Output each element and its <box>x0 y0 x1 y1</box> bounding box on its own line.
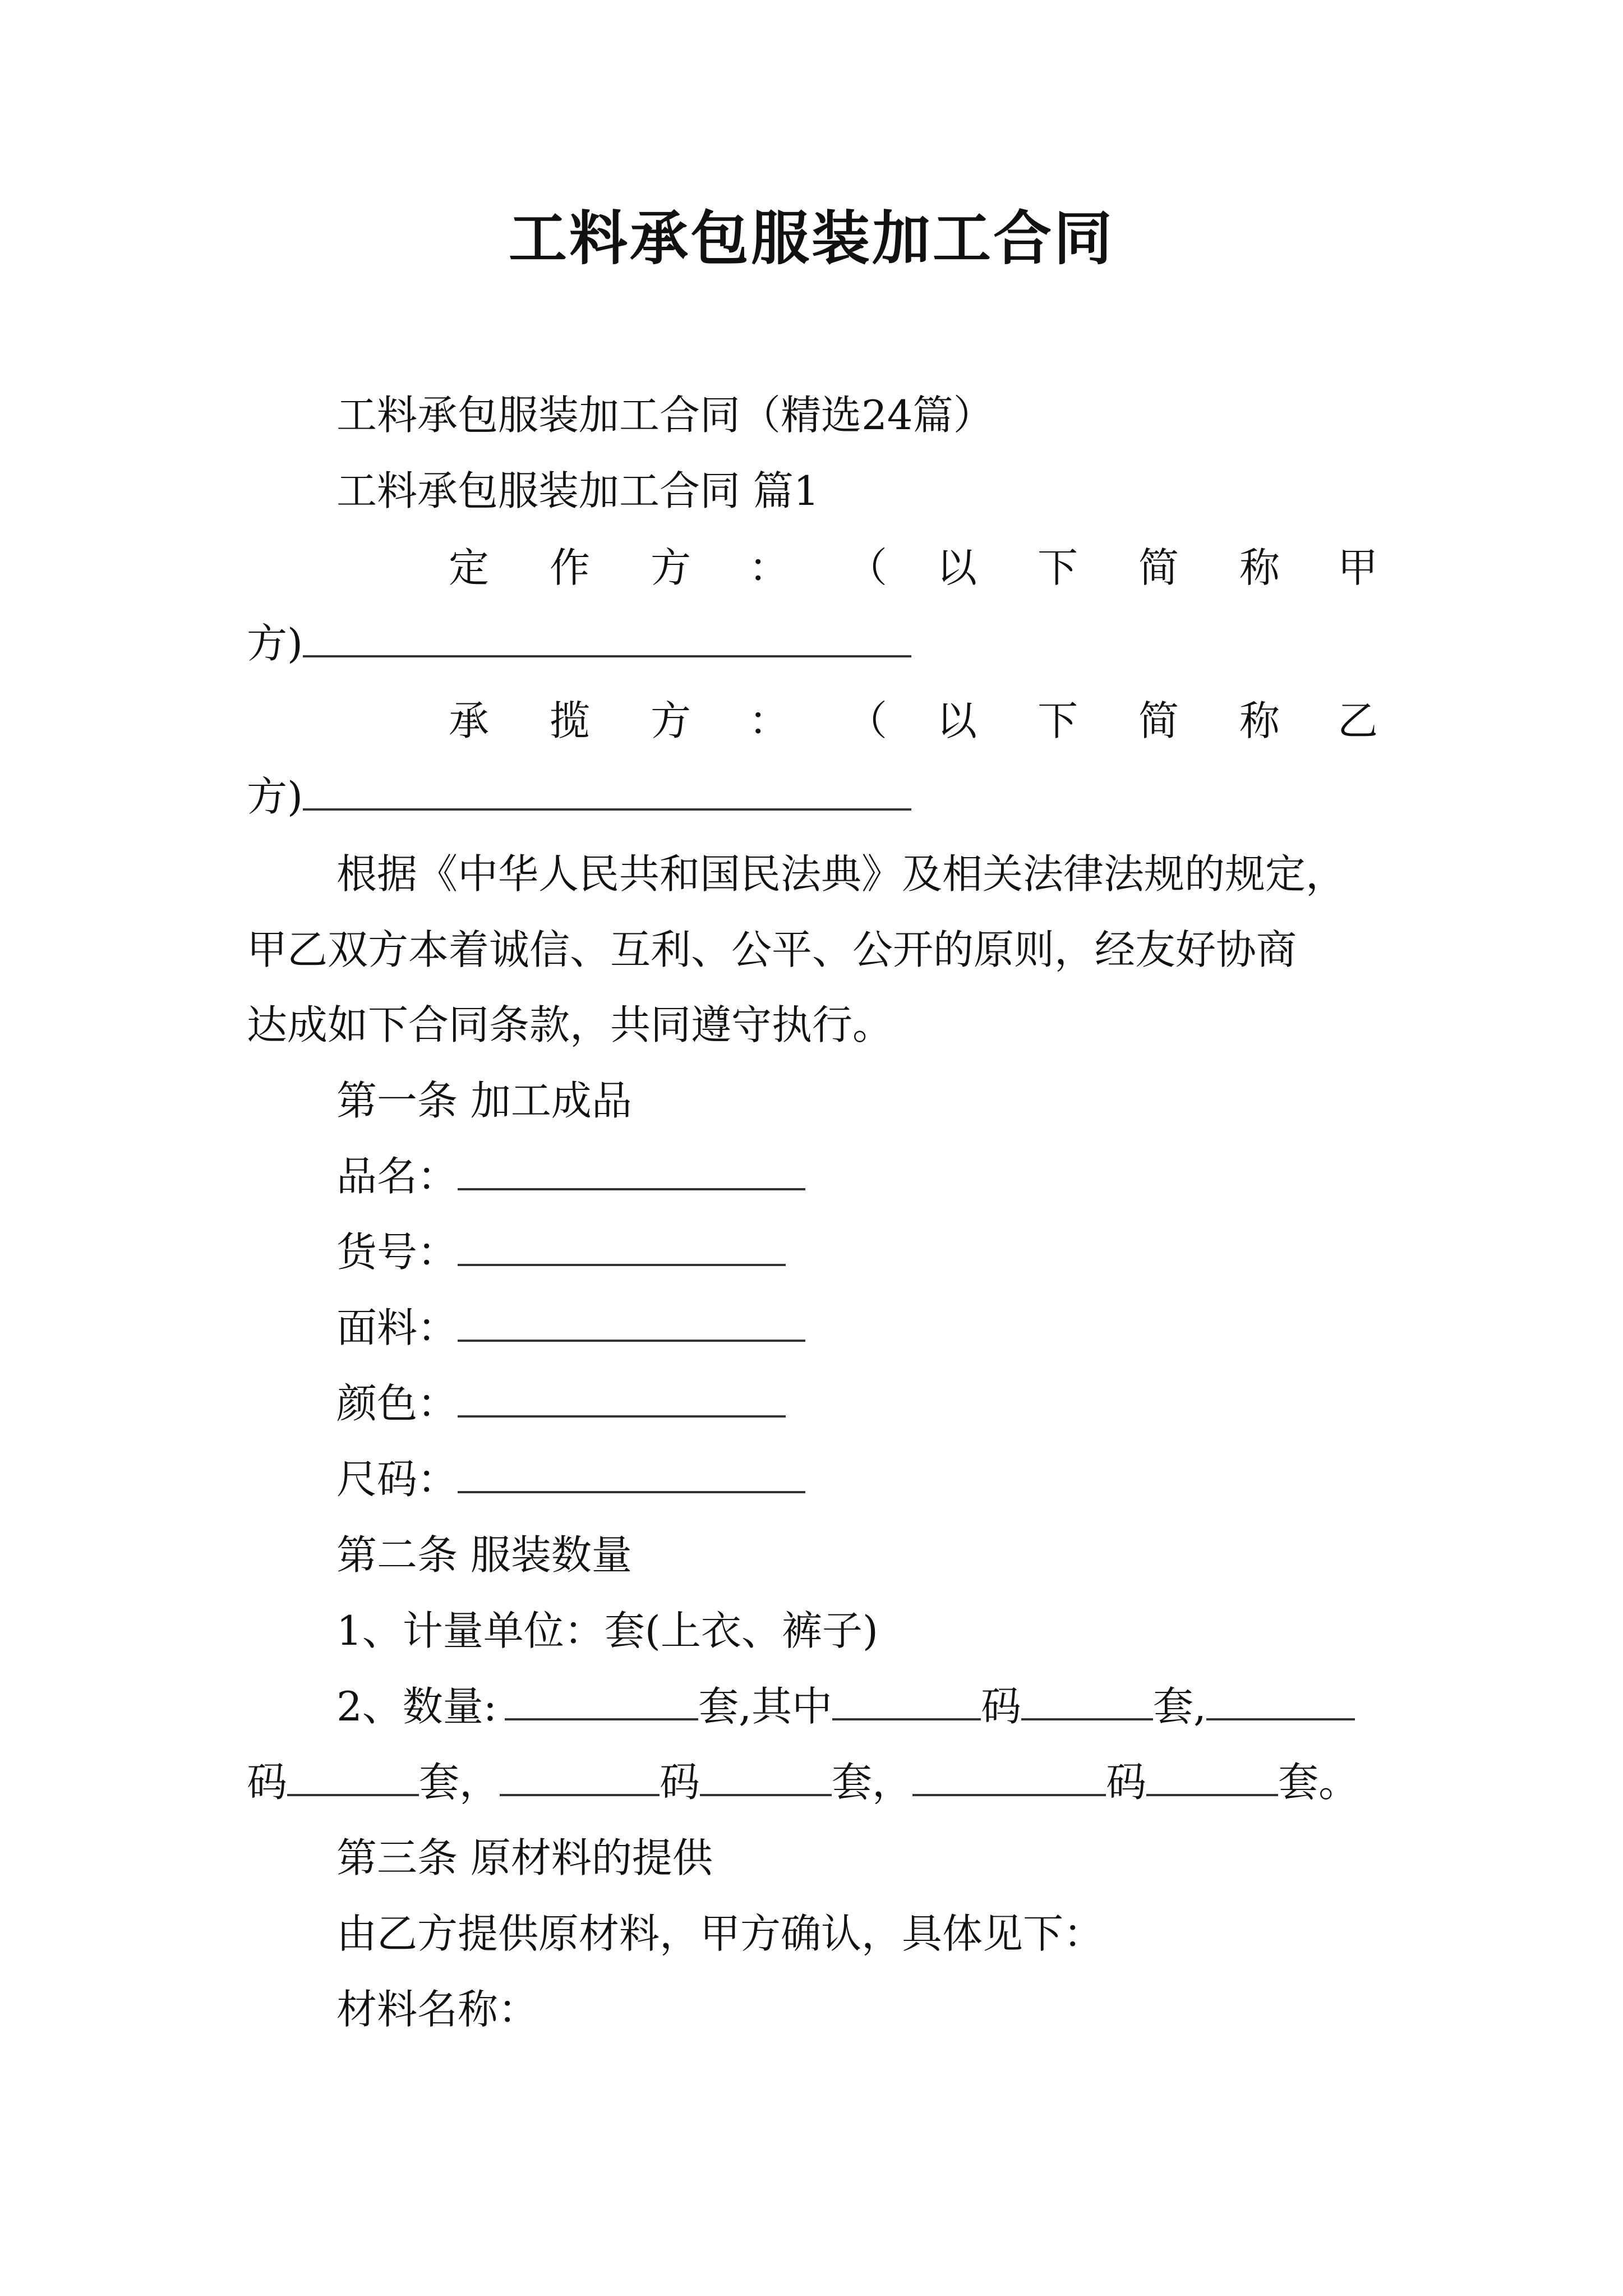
party-b-line <box>0 693 1623 749</box>
field-row <box>336 1224 786 1280</box>
field-row <box>336 1148 805 1204</box>
field-blank <box>458 1151 805 1190</box>
document-title: 工料承包服装加工合同 <box>508 204 1114 273</box>
article-2-heading: 第二条 服装数量 <box>336 1531 632 1579</box>
material-name-label: 材料名称： <box>336 1986 539 2033</box>
party-b-char: 乙 <box>1338 697 1378 744</box>
field-row <box>336 1300 805 1356</box>
field-label: 品名： <box>336 1153 458 1200</box>
field-row <box>336 1451 805 1507</box>
qty-text: 码 <box>660 1759 700 1806</box>
field-label: 面料： <box>336 1304 458 1351</box>
section-heading: 工料承包服装加工合同 篇1 <box>336 467 819 514</box>
qty-blank <box>505 1681 698 1720</box>
qty-blank <box>500 1757 660 1796</box>
quantity-line-cont <box>247 1754 1359 1810</box>
intro-line: 达成如下合同条款，共同遵守执行。 <box>247 1001 893 1048</box>
qty-label: 2、数量: <box>336 1683 497 1730</box>
qty-text: 套,其中 <box>698 1683 832 1730</box>
party-a-char: （ <box>847 544 888 591</box>
qty-blank <box>700 1757 832 1796</box>
qty-text: 套。 <box>1278 1759 1359 1806</box>
qty-text: 码 <box>1106 1759 1147 1806</box>
party-a-char: 方 <box>651 544 691 591</box>
party-b-char: 简 <box>1138 697 1179 744</box>
unit-line: 1、计量单位：套(上衣、裤子) <box>336 1607 878 1654</box>
party-b-char: 揽 <box>550 697 591 744</box>
article-3-heading: 第三条 原材料的提供 <box>336 1834 713 1881</box>
party-b-char: （ <box>847 697 888 744</box>
intro-line: 甲乙双方本着诚信、互利、公平、公开的原则，经友好协商 <box>247 926 1297 973</box>
qty-text: 套, <box>1152 1683 1206 1730</box>
field-blank <box>458 1378 786 1418</box>
party-b-char: 方 <box>651 697 691 744</box>
qty-blank <box>912 1757 1106 1796</box>
field-blank <box>458 1303 805 1342</box>
field-label: 货号： <box>336 1228 458 1276</box>
party-b-tail-line <box>247 769 911 825</box>
qty-text: 套， <box>419 1759 500 1806</box>
subtitle: 工料承包服装加工合同（精选24篇） <box>336 392 994 439</box>
qty-blank <box>1206 1681 1355 1720</box>
materials-line: 由乙方提供原材料，甲方确认，具体见下： <box>336 1910 1104 1957</box>
party-a-char: 简 <box>1138 544 1179 591</box>
party-a-char: 下 <box>1038 544 1078 591</box>
party-b-char: 称 <box>1239 697 1280 744</box>
qty-blank <box>1021 1681 1153 1720</box>
qty-blank <box>832 1681 981 1720</box>
intro-line: 根据《中华人民共和国民法典》及相关法律法规的规定， <box>336 850 1347 898</box>
qty-blank <box>287 1757 419 1796</box>
field-blank <box>458 1454 805 1493</box>
party-b-char: 承 <box>449 697 490 744</box>
field-label: 颜色： <box>336 1380 458 1427</box>
field-label: 尺码： <box>336 1456 458 1503</box>
qty-text: 码 <box>247 1759 288 1806</box>
qty-text: 码 <box>980 1683 1021 1730</box>
party-a-char: 甲 <box>1338 544 1378 591</box>
party-a-char: 作 <box>550 544 591 591</box>
party-a-blank <box>303 618 911 657</box>
party-b-tail: 方) <box>247 773 303 820</box>
party-a-char: 称 <box>1239 544 1280 591</box>
article-1-heading: 第一条 加工成品 <box>336 1077 632 1124</box>
party-a-char: 定 <box>449 544 490 591</box>
party-a-char: ： <box>749 544 790 591</box>
qty-blank <box>1146 1757 1278 1796</box>
field-row <box>336 1375 786 1432</box>
party-b-char: 以 <box>937 697 978 744</box>
party-a-line <box>0 540 1623 596</box>
party-b-blank <box>303 771 911 811</box>
party-a-tail: 方) <box>247 620 303 667</box>
field-blank <box>458 1227 786 1266</box>
party-b-char: 下 <box>1038 697 1078 744</box>
party-a-tail-line <box>247 615 911 671</box>
party-a-char: 以 <box>937 544 978 591</box>
party-b-char: ： <box>749 697 790 744</box>
quantity-line <box>336 1678 1355 1734</box>
qty-text: 套， <box>832 1759 913 1806</box>
